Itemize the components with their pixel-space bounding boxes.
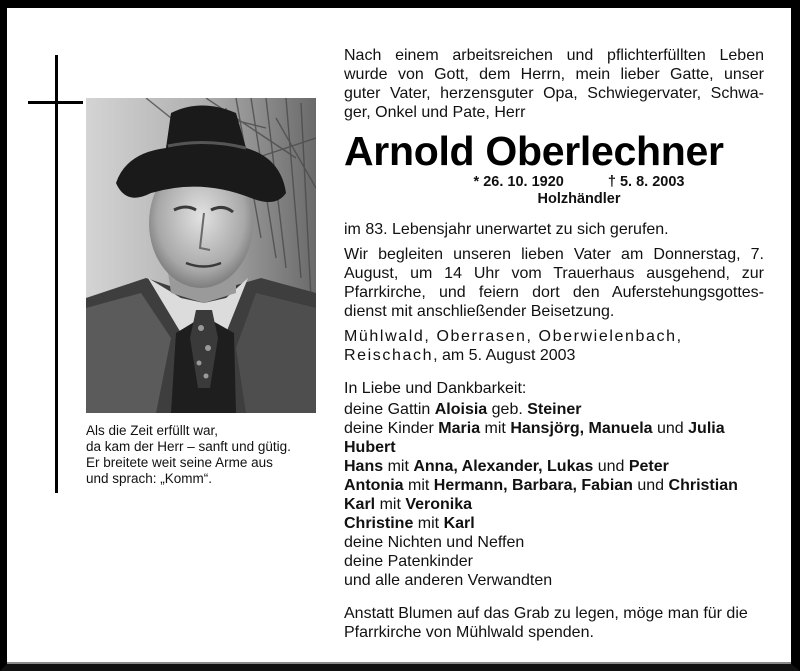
place-date-paragraph: [344, 327, 764, 365]
frame-inner-line: [7, 662, 791, 664]
mourner-wife: deine Gattin Aloisia geb. Steiner: [344, 401, 582, 418]
mourner-others: deine Patenkinder: [344, 553, 473, 570]
donation-line: Anstatt Blumen auf das Grab zu legen, möge man für die: [344, 605, 748, 622]
age-line: im 83. Lebensjahr unerwartet zu sich gerufen.: [344, 221, 669, 238]
place-line: Mühlwald, Oberrasen, Oberwielenbach,: [344, 328, 683, 345]
intro-line: Nach einem arbeitsreichen und pflichterfüllten Leben: [344, 47, 764, 64]
portrait-photo: [86, 98, 316, 413]
donation-line: Pfarrkirche von Mühlwald spenden.: [344, 624, 594, 641]
funeral-line: Pfarrkirche, und feiern dort den Auferstehungsgottes-: [344, 284, 764, 301]
birth-date: * 26. 10. 1920: [473, 174, 564, 190]
intro-paragraph: [344, 46, 764, 122]
verse-line: und sprach: „Komm“.: [86, 471, 213, 486]
portrait-illustration: [86, 98, 316, 413]
mourner-karl: Karl mit Veronika: [344, 496, 473, 513]
deceased-name: Arnold Oberlechner: [344, 128, 724, 174]
obituary-text-column: [344, 46, 764, 642]
life-dates: [344, 174, 764, 191]
funeral-line: August, um 14 Uhr vom Trauerhaus ausgehend, zur: [344, 265, 764, 282]
date-line: , am 5. August 2003: [433, 347, 576, 364]
mourner-hans: Hans mit Anna, Alexander, Lukas und Peter: [344, 458, 669, 475]
donation-paragraph: [344, 604, 764, 642]
intro-line: guter Vater, herzensguter Opa, Schwiegervater, Schwa-: [344, 85, 764, 102]
verse-line: Er breitete weit seine Arme aus: [86, 455, 273, 470]
mourner-christine: Christine mit Karl: [344, 515, 475, 532]
mourners-block: [344, 379, 764, 590]
intro-line: ger, Onkel und Pate, Herr: [344, 104, 526, 121]
profession: Holzhändler: [537, 191, 621, 207]
mourner-others: und alle anderen Verwandten: [344, 572, 553, 589]
verse-line: da kam der Herr – sanft und gütig.: [86, 439, 291, 454]
funeral-line: dienst mit anschließender Beisetzung.: [344, 303, 615, 320]
intro-line: wurde von Gott, dem Herrn, mein lieber Gatte, unser: [344, 66, 764, 83]
verse-line: Als die Zeit erfüllt war,: [86, 423, 219, 438]
mourner-others: deine Nichten und Neffen: [344, 534, 525, 551]
funeral-line: Wir begleiten unseren lieben Vater am Donnerstag, 7.: [344, 246, 764, 263]
mourner-antonia: Antonia mit Hermann, Barbara, Fabian und Christian: [344, 477, 738, 494]
funeral-paragraph: [344, 245, 764, 321]
cross-icon-horizontal: [28, 101, 83, 104]
place-line: Reischach: [344, 347, 434, 364]
mourner-children-cont: Hubert: [344, 439, 396, 456]
verse-text: [86, 423, 336, 487]
death-date: † 5. 8. 2003: [607, 174, 685, 190]
mourners-intro: In Liebe und Dankbarkeit:: [344, 380, 527, 397]
mourner-children: deine Kinder Maria mit Hansjörg, Manuela und Julia: [344, 420, 725, 437]
cross-icon-vertical: [55, 55, 58, 493]
